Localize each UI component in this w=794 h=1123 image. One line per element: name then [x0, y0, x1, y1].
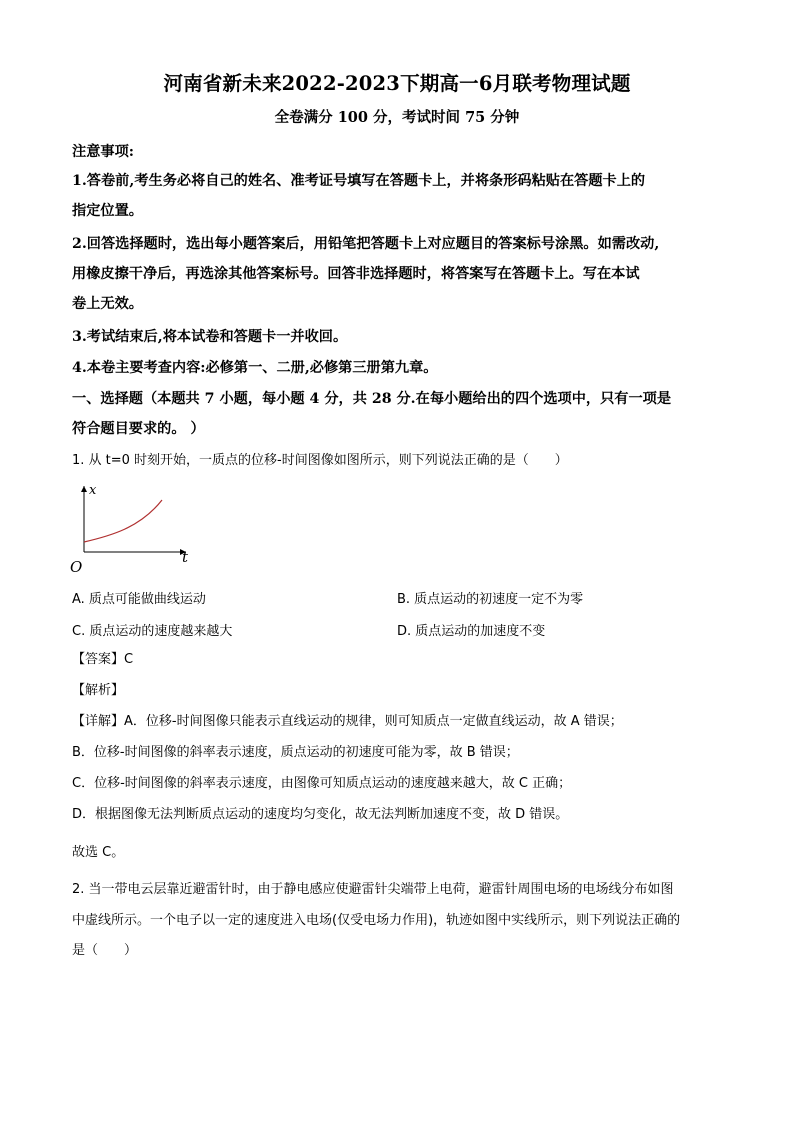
note-item-2-line-3: 卷上无效。 [72, 296, 143, 312]
notes-heading: 注意事项: [72, 144, 134, 160]
question-1-stem: 1. 从 t=0 时刻开始，一质点的位移-时间图像如图所示，则下列说法正确的是（ ） [72, 453, 568, 468]
note-item-2-line-1: 2.回答选择题时，选出每小题答案后，用铅笔把答题卡上对应题目的答案标号涂黑。如需改动, [72, 236, 660, 252]
detail-line-1: 【详解】A．位移-时间图像只能表示直线运动的规律，则可知质点一定做直线运动，故 A 错误； [72, 714, 623, 729]
y-axis-label: x [89, 483, 97, 498]
position-time-graph [70, 480, 200, 578]
detail-line-3: C．位移-时间图像的斜率表示速度，由图像可知质点运动的速度越来越大，故 C 正确； [72, 776, 572, 791]
page-subtitle: 全卷满分 100 分，考试时间 75 分钟 [274, 109, 520, 126]
option-a: A. 质点可能做曲线运动 [72, 592, 206, 607]
detail-line-4: D．根据图像无法判断质点运动的速度均匀变化，故无法判断加速度不变，故 D 错误。 [72, 807, 569, 822]
conclusion: 故选 C。 [72, 845, 125, 860]
analysis-label: 【解析】 [72, 683, 125, 698]
note-item-2-line-2: 用橡皮擦干净后，再选涂其他答案标号。回答非选择题时，将答案写在答题卡上。写在本试 [72, 266, 640, 282]
section-heading-line-1: 一、选择题（本题共 7 小题，每小题 4 分，共 28 分.在每小题给出的四个选项中，只有一项是 [72, 391, 672, 407]
page-title: 河南省新未来2022-2023下期高一6月联考物理试题 [163, 72, 631, 95]
position-curve [84, 500, 162, 542]
question-2-line-2: 中虚线所示。一个电子以一定的速度进入电场(仅受电场力作用)，轨迹如图中实线所示，则下列说法正确的 [72, 913, 681, 928]
question-2-line-1: 2. 当一带电云层靠近避雷针时，由于静电感应使避雷针尖端带上电荷，避雷针周围电场的电场线分布如图 [72, 882, 674, 897]
answer-label: 【答案】C [72, 652, 134, 667]
detail-line-2: B．位移-时间图像的斜率表示速度，质点运动的初速度可能为零，故 B 错误； [72, 745, 519, 760]
origin-label: O [70, 558, 83, 576]
note-item-3: 3.考试结束后,将本试卷和答题卡一并收回。 [72, 329, 348, 345]
question-2-line-3: 是（ ） [72, 943, 138, 958]
note-item-1-line-2: 指定位置。 [72, 203, 143, 219]
option-d: D. 质点运动的加速度不变 [397, 624, 546, 639]
note-item-4: 4.本卷主要考查内容:必修第一、二册,必修第三册第九章。 [72, 360, 438, 376]
section-heading-line-2: 符合题目要求的。 ） [72, 421, 205, 437]
option-c: C. 质点运动的速度越来越大 [72, 624, 233, 639]
x-axis-label: t [182, 548, 189, 566]
option-b: B. 质点运动的初速度一定不为零 [397, 592, 584, 607]
note-item-1-line-1: 1.答卷前,考生务必将自己的姓名、准考证号填写在答题卡上，并将条形码粘贴在答题卡上的 [72, 173, 646, 189]
